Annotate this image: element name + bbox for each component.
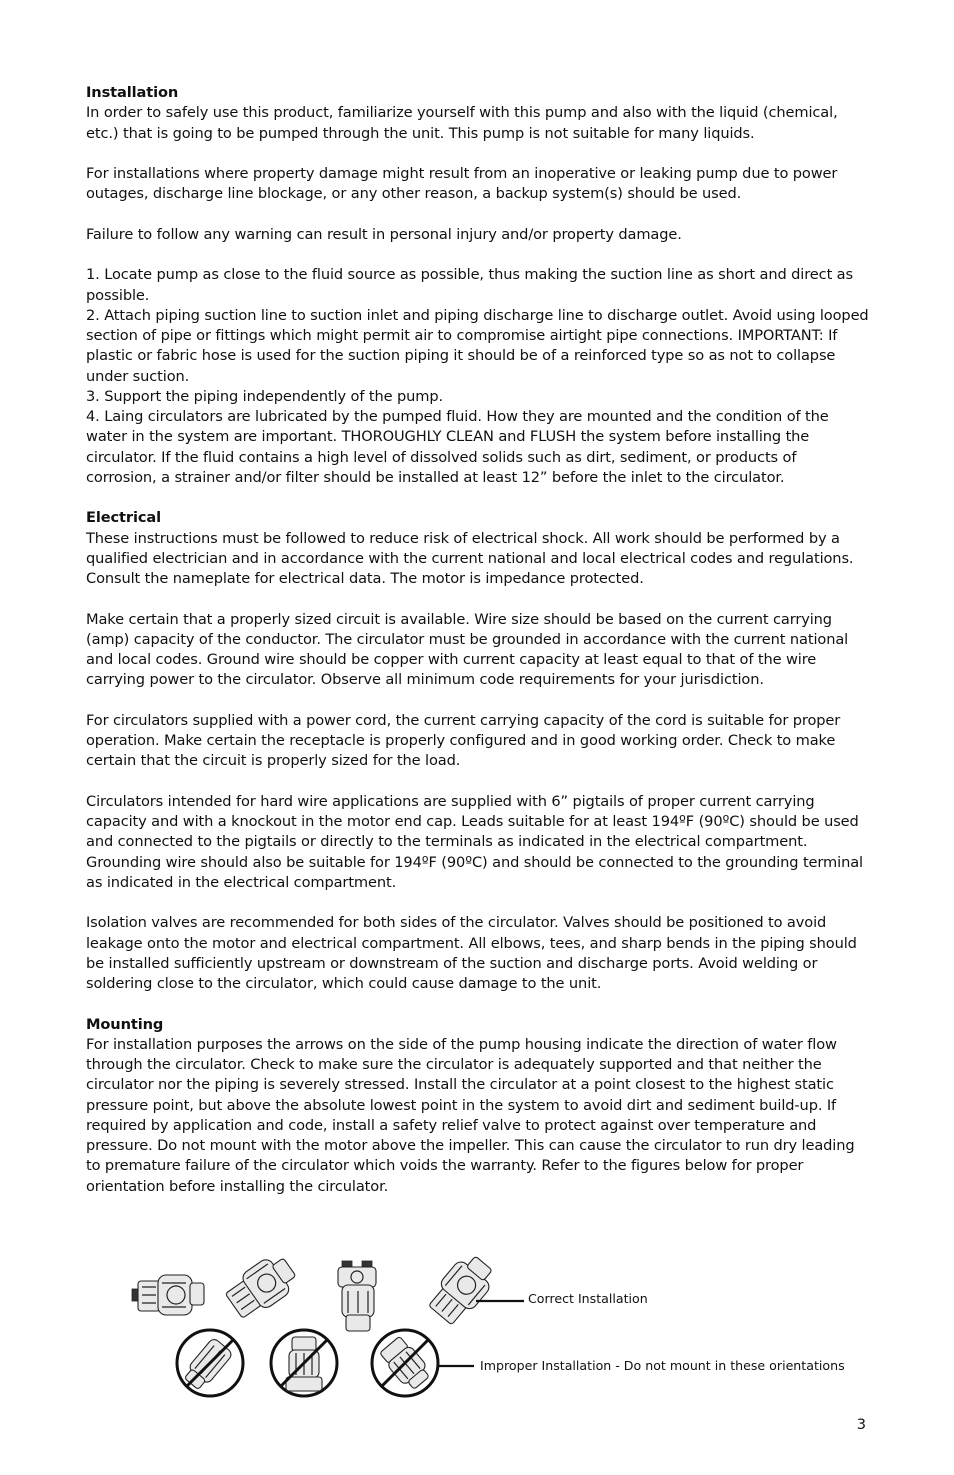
correct-installation-label: Correct Installation (528, 1291, 648, 1306)
correct-orientation-4 (424, 1255, 500, 1329)
installation-heading: Installation (86, 84, 179, 101)
correct-orientation-1 (132, 1275, 204, 1315)
page-content (86, 83, 870, 1217)
orientation-figure (120, 1255, 880, 1405)
page-number: 3 (856, 1416, 866, 1433)
installation-paragraph-3: Failure to follow any warning can result in personal injury and/or property damage. (86, 225, 682, 243)
installation-paragraph-1: In order to safely use this product, familiarize yourself with this pump and also with the liquid (chemical, etc.) that is going to be pumped through the unit. This pump is not suitable for many liquids. (86, 104, 838, 142)
installation-step-3: 3. Support the piping independently of the pump. (86, 387, 444, 405)
installation-paragraph-2: For installations where property damage might result from an inoperative or leaking pump due to power outages, discharge line blockage, or any other reason, a backup system(s) should be used. (86, 165, 838, 203)
improper-orientation-2 (271, 1330, 337, 1396)
correct-orientation-3 (338, 1261, 376, 1331)
electrical-paragraph-5: Isolation valves are recommended for both sides of the circulator. Valves should be positioned to avoid leakage onto the motor and electrical compartment. All elbows, tees, and sharp bends in the piping should be installed sufficiently upstream or downstream of the suction and discharge ports. Avoid welding or soldering close to the circulator, which could cause damage to the unit. (86, 914, 857, 992)
improper-orientation-1 (177, 1330, 243, 1396)
mounting-paragraph-1: For installation purposes the arrows on the side of the pump housing indicate the direction of water flow through the circulator. Check to make sure the circulator is adequately supported and that neither the circulator nor the piping is severely stressed. Install the circulator at a point closest to the highest static pressure point, but above the absolute lowest point in the system to avoid dirt and sediment build-up. If required by application and code, install a safety relief valve to protect against over temperature and pressure. Do not mount with the motor above the impeller. This can cause the circulator to run dry leading to premature failure of the circulator which voids the warranty. Refer to the figures below for proper orientation before installing the circulator. (86, 1035, 855, 1195)
correct-orientation-2 (222, 1255, 302, 1323)
installation-step-2: 2. Attach piping suction line to suction inlet and piping discharge line to discharge outlet. Avoid using looped section of pipe or fittings which might permit air to compromise airtight pipe connections. IMPORTANT: If plastic or fabric hose is used for the suction piping it should be of a reinforced type so as not to collapse under suction. (86, 306, 869, 385)
improper-installation-label: Improper Installation - Do not mount in these orientations (480, 1358, 845, 1373)
electrical-heading: Electrical (86, 509, 161, 527)
mounting-heading: Mounting (86, 1015, 164, 1033)
installation-step-1: 1. Locate pump as close to the fluid source as possible, thus making the suction line as short and direct as possible. (86, 266, 853, 304)
electrical-paragraph-4: Circulators intended for hard wire applications are supplied with 6” pigtails of proper current carrying capacity and with a knockout in the motor end cap. Leads suitable for at least 194ºF (90ºC) should be used and connected to the pigtails or directly to the terminals as indicated in the electrical compartment. Grounding wire should also be suitable for 194ºF (90ºC) and should be connected to the grounding terminal as indicated in the electrical compartment. (86, 792, 863, 891)
installation-step-4: 4. Laing circulators are lubricated by the pumped fluid. How they are mounted and the condition of the water in the system are important. THOROUGHLY CLEAN and FLUSH the system before installing the circulator. If the fluid contains a high level of dissolved solids such as dirt, sediment, or products of corrosion, a strainer and/or filter should be installed at least 12” before the inlet to the circulator. (86, 408, 829, 486)
improper-orientation-3 (372, 1330, 438, 1396)
electrical-paragraph-1: These instructions must be followed to reduce risk of electrical shock. All work should be performed by a qualified electrician and in accordance with the current national and local electrical codes and regulations. Consult the nameplate for electrical data. The motor is impedance protected. (86, 529, 854, 587)
orientation-diagram (120, 1255, 880, 1405)
electrical-paragraph-2: Make certain that a properly sized circuit is available. Wire size should be based on the current carrying (amp) capacity of the conductor. The circulator must be grounded in accordance with the current national and local codes. Ground wire should be copper with current capacity at least equal to that of the wire carrying power to the circulator. Observe all minimum code requirements for your jurisdiction. (86, 610, 849, 689)
electrical-paragraph-3: For circulators supplied with a power cord, the current carrying capacity of the cord is suitable for proper operation. Make certain the receptacle is properly configured and in good working order. Check to make certain that the circuit is properly sized for the load. (86, 711, 841, 770)
